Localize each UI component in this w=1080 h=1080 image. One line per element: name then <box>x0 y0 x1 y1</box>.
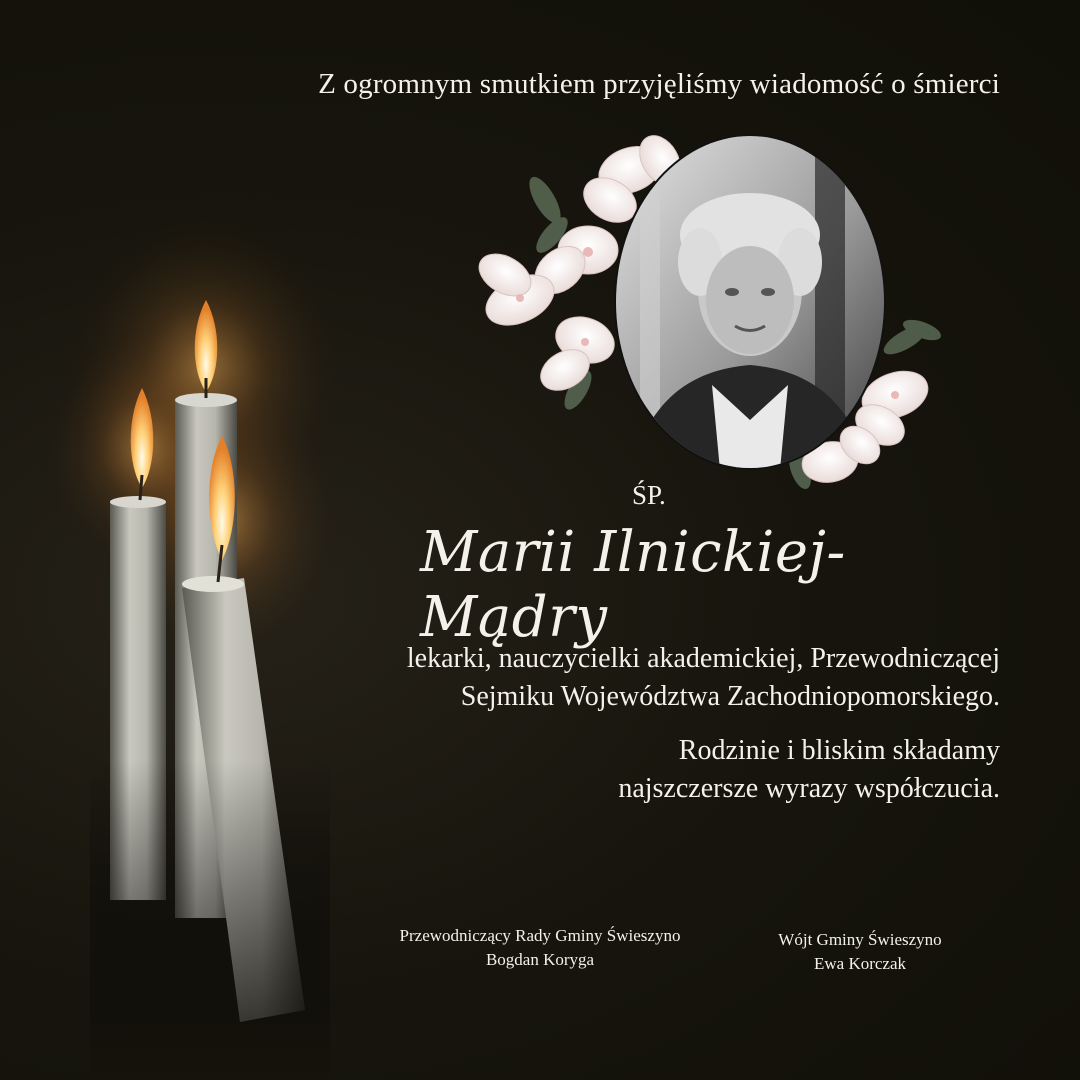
condolences-line-1: Rodzinie i bliskim składamy <box>678 735 1000 766</box>
prefix-sp: ŚP. <box>632 480 666 510</box>
description <box>407 640 1000 716</box>
description-line-1: lekarki, nauczycielki akademickiej, Przewodniczącej <box>406 643 1000 674</box>
condolences-line-2: najszczersze wyrazy współczucia. <box>618 773 1000 804</box>
description-line-2: Sejmiku Województwa Zachodniopomorskiego. <box>460 681 1000 712</box>
signature-title: Przewodniczący Rady Gminy Świeszyno <box>399 926 681 945</box>
signature-person: Ewa Korczak <box>813 954 907 973</box>
signature-mayor <box>755 928 965 976</box>
intro-text: Z ogromnym smutkiem przyjęliśmy wiadomość o śmierci <box>318 68 1000 100</box>
deceased-name: Marii Ilnickiej-Mądry <box>420 520 846 650</box>
signature-council-chair <box>370 924 710 972</box>
signature-person: Bogdan Koryga <box>485 950 595 969</box>
signature-title: Wójt Gminy Świeszyno <box>778 930 942 949</box>
condolences <box>618 732 1000 808</box>
